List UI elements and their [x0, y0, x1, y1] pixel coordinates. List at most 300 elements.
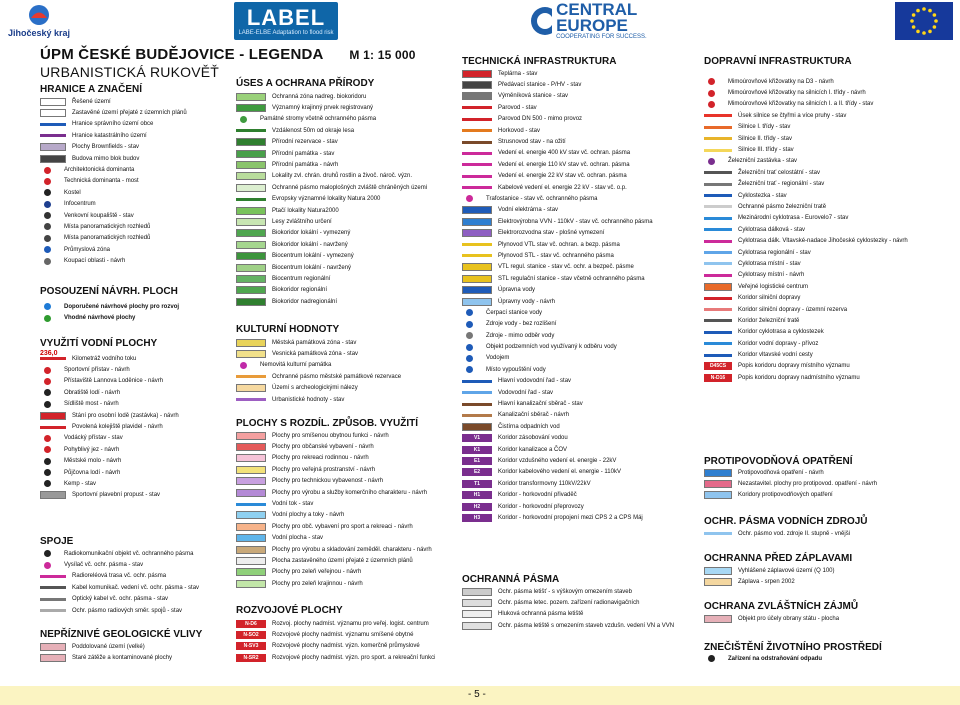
legend-label: Staré zátěže a kontaminované plochy: [72, 655, 173, 662]
legend-symbol-icon: [236, 275, 266, 283]
page-title-text: ÚPM ČESKÉ BUDĚJOVICE - LEGENDA: [40, 46, 323, 63]
legend-label: Výměníková stanice - stav: [498, 93, 569, 100]
legend-label: Radioreléová trasa vč. ochr. pásma: [72, 573, 167, 580]
section-heading: TECHNICKÁ INFRASTRUKTURA: [462, 56, 617, 67]
legend-label: VTL regul. stanice - stav vč. ochr. a bezpeč. pásme: [498, 264, 634, 271]
legend-label: Silnice I. třídy - stav: [738, 124, 791, 131]
legend-symbol-icon: [466, 309, 473, 316]
legend-symbol-icon: [708, 90, 715, 97]
legend-item: [40, 605, 199, 616]
legend-item: [236, 383, 401, 394]
legend-label: Lesy zvláštního určení: [272, 218, 332, 225]
legend-label: Technická dominanta - most: [64, 178, 139, 185]
legend-symbol-icon: [462, 588, 492, 596]
legend-item: [236, 114, 427, 125]
legend-item: [704, 478, 877, 489]
legend-list: [704, 613, 839, 624]
legend-item: [704, 528, 850, 539]
legend-item: [236, 216, 427, 227]
legend-label: Rozvojové plochy nadmíst. význ. komerčně průmyslové: [272, 643, 420, 650]
legend-label: Protipovodňová opatření - návrh: [738, 469, 824, 476]
section-heading: ROZVOJOVÉ PLOCHY: [236, 605, 343, 616]
eu-flag-logo: [895, 2, 953, 40]
legend-symbol-icon: [462, 380, 492, 383]
legend-label: Vzdálenost 50m od okraje lesa: [272, 127, 355, 134]
legend-item: [704, 224, 908, 235]
legend-label: Plochy pro zeleň krajinnou - návrh: [272, 580, 363, 587]
legend-symbol-icon: [236, 503, 266, 506]
legend-label: Koridor železniční tratě: [738, 317, 800, 324]
legend-symbol-icon: [704, 319, 732, 322]
legend-label: Přírodní památka - návrh: [272, 162, 339, 169]
legend-item: [40, 594, 199, 605]
legend-item: [236, 296, 427, 307]
legend-symbol-icon: [704, 469, 732, 477]
legend-symbol-icon: [466, 355, 473, 362]
legend-item: [40, 641, 172, 652]
legend-item: [704, 576, 835, 587]
legend-symbol-icon: [462, 81, 492, 89]
legend-label: Přírodní památka - stav: [272, 150, 335, 157]
legend-item: [40, 130, 187, 141]
legend-label: Plynovod STL - stav vč. ochranného pásma: [498, 252, 614, 259]
legend-label: Ochranná zóna nadreg. biokoridoru: [272, 93, 367, 100]
legend-list: [40, 548, 199, 616]
page-number: - 5 -: [468, 689, 486, 700]
legend-item: [236, 487, 432, 498]
legend-item: [462, 307, 653, 318]
legend-symbol-icon: E1: [462, 457, 492, 465]
legend-symbol-icon: [40, 98, 66, 106]
legend-symbol-icon: [704, 331, 732, 334]
legend-label: Ochranné pásmo městské památkové rezervace: [272, 373, 402, 380]
legend-label: Parovod - stav: [498, 104, 537, 111]
legend-item: [236, 182, 427, 193]
legend-symbol-icon: [236, 286, 266, 294]
page-subtitle: URBANISTICKÁ RUKOVĚŤ: [40, 64, 220, 80]
legend-symbol-icon: [236, 466, 266, 474]
legend-symbol-icon: [236, 432, 266, 440]
legend-item: [236, 555, 432, 566]
legend-label: Koridor kanalizace a ČOV: [498, 446, 568, 453]
legend-symbol-icon: [40, 357, 66, 360]
legend-symbol-icon: [704, 228, 732, 231]
legend-symbol-icon: [40, 643, 66, 651]
legend-label: Záplava - srpen 2002: [738, 579, 795, 586]
legend-symbol-icon: [462, 152, 492, 155]
legend-label: Významný krajinný prvek registrovaný: [272, 105, 374, 112]
legend-list: [236, 430, 432, 589]
legend-item: [462, 171, 653, 182]
legend-label: Ochranné pásmo maloplošných zvláště chráněných území: [272, 184, 428, 191]
legend-item: [462, 398, 653, 409]
legend-symbol-icon: [704, 205, 732, 208]
legend-symbol-icon: [236, 138, 266, 146]
legend-item: [236, 430, 432, 441]
legend-label: Úpravny vody - návrh: [498, 298, 556, 305]
legend-item: [462, 239, 653, 250]
legend-item: [236, 228, 427, 239]
legend-label: Plochy pro výrobu a skladování zeměděl. charakteru - návrh: [272, 546, 432, 553]
legend-item: [236, 652, 435, 663]
legend-symbol-icon: [704, 342, 732, 345]
legend-label: Rozvoj. plochy nadmíst. významu pro veřej. logist. centrum: [272, 620, 429, 627]
section-heading: ZNEČIŠTĚNÍ ŽIVOTNÍHO PROSTŘEDÍ: [704, 642, 882, 653]
legend-symbol-icon: N-D6: [236, 620, 266, 628]
legend-item: [236, 148, 427, 159]
legend-list: [40, 301, 179, 324]
legend-symbol-icon: [462, 298, 492, 306]
legend-label: Vedení el. energie 400 kV stav vč. ochran. pásma: [498, 150, 631, 157]
legend-label: Obratiště lodí - návrh: [64, 389, 121, 396]
legend-symbol-icon: H2: [462, 503, 492, 511]
legend-label: Koridor - horkovodní přeprovozy: [498, 503, 584, 510]
legend-item: [40, 582, 199, 593]
legend-symbol-icon: [236, 375, 266, 378]
legend-label: Zařízení na odstraňování odpadu: [728, 655, 823, 662]
legend-label: Kostel: [64, 189, 81, 196]
legend-item: [236, 285, 427, 296]
legend-symbol-icon: [40, 123, 66, 126]
legend-item: [704, 490, 877, 501]
legend-item: [40, 399, 179, 410]
legend-item: [462, 387, 653, 398]
legend-symbol-icon: [704, 308, 732, 311]
eu-star-icon: [916, 9, 920, 13]
legend-symbol-icon: [462, 175, 492, 178]
legend-label: Vedení el. energie 22 kV stav vč. ochran. pásma: [498, 173, 627, 180]
legend-label: Kilometráž vodního toku: [72, 355, 137, 362]
legend-label: Nemovitá kulturní památka: [260, 362, 332, 369]
legend-label: Vodní tok - stav: [272, 501, 314, 508]
legend-symbol-icon: N-SV3: [236, 642, 266, 650]
legend-item: [462, 586, 674, 597]
legend-item: [40, 364, 179, 375]
legend-item: [462, 620, 674, 631]
legend-label: Ptačí lokality Natura2000: [272, 207, 339, 214]
section-heading: OCHRANNÁ PÁSMA: [462, 574, 560, 585]
legend-item: [462, 353, 653, 364]
legend-symbol-icon: [236, 398, 266, 401]
legend-item: [236, 544, 432, 555]
legend-label: Plochy pro smíšenou obytnou funkci - návrh: [272, 432, 389, 439]
legend-item: [704, 372, 908, 383]
jihocesky-kraj-text: Jihočeský kraj: [7, 28, 71, 38]
legend-label: Vodácký přístav - stav: [64, 435, 123, 442]
legend-item: [40, 210, 187, 221]
legend-item: [40, 456, 179, 467]
legend-label: Plochy pro technickou vybavenost - návrh: [272, 478, 384, 485]
legend-item: [704, 467, 877, 478]
legend-symbol-icon: [44, 212, 51, 219]
legend-symbol-icon: [708, 101, 715, 108]
legend-symbol-icon: [462, 229, 492, 237]
legend-item: [236, 125, 427, 136]
legend-symbol-icon: H3: [462, 514, 492, 522]
legend-symbol-icon: [462, 275, 492, 283]
legend-label: Místa panoramatických rozhledů: [64, 235, 151, 242]
legend-item: [704, 315, 908, 326]
legend-symbol-icon: [44, 378, 51, 385]
legend-item: [462, 193, 653, 204]
legend-symbol-icon: [236, 172, 266, 180]
legend-label: Plochy pro zeleň veřejnou - návrh: [272, 569, 362, 576]
legend-item: [236, 567, 432, 578]
legend-item: [704, 156, 908, 167]
legend-label: Ochranné pásmo železniční tratě: [738, 203, 827, 210]
legend-symbol-icon: [462, 206, 492, 214]
legend-item: [40, 559, 199, 570]
legend-label: Hranice katastrálního území: [72, 132, 147, 139]
legend-symbol-icon: [236, 384, 266, 392]
legend-item: [704, 144, 908, 155]
section-heading: POSOUZENÍ NÁVRH. PLOCH: [40, 286, 178, 297]
legend-symbol-icon: [236, 546, 266, 554]
legend-label: Městské molo - návrh: [64, 458, 122, 465]
legend-label: Trafostanice - stav vč. ochranného pásma: [486, 195, 598, 202]
legend-label: Vodojem: [486, 355, 510, 362]
legend-symbol-icon: [462, 129, 492, 132]
legend-symbol-icon: [44, 550, 51, 557]
legend-symbol-icon: [466, 195, 473, 202]
legend-label: Povolená kolejiště plavidel - návrh: [72, 424, 163, 431]
legend-symbol-icon: [44, 458, 51, 465]
legend-label: STL regulační stanice - stav včetně ochranného pásma: [498, 275, 645, 282]
legend-symbol-icon: [704, 240, 732, 243]
eu-stars-icon: [895, 2, 953, 40]
legend-item: [236, 194, 427, 205]
legend-symbol-icon: [708, 78, 715, 85]
legend-item: [40, 410, 179, 421]
legend-symbol-icon: [462, 186, 492, 189]
legend-symbol-icon: [704, 532, 732, 535]
legend-list: [236, 91, 427, 307]
legend-item: [236, 629, 435, 640]
legend-item: [236, 441, 432, 452]
legend-symbol-icon: [462, 622, 492, 630]
legend-symbol-icon: [44, 223, 51, 230]
legend-item: [40, 652, 172, 663]
legend-symbol-icon: [44, 469, 51, 476]
legend-list: [462, 68, 653, 524]
legend-item: [704, 99, 908, 110]
legend-label: Kemp - stav: [64, 480, 97, 487]
legend-label: Ochr. pásmo vod. zdroje II. stupně - vnější: [738, 530, 851, 537]
legend-symbol-icon: [236, 207, 266, 215]
legend-item: [462, 410, 653, 421]
legend-symbol-icon: [44, 367, 51, 374]
legend-symbol-icon: [40, 412, 66, 420]
legend-item: [40, 490, 179, 501]
legend-symbol-icon: V1: [462, 434, 492, 442]
legend-label: Objekt podzemních vod využívaný k odběru vody: [486, 344, 617, 351]
legend-label: Biocentrum regionální: [272, 275, 331, 282]
legend-item: [704, 247, 908, 258]
legend-symbol-icon: [40, 598, 66, 601]
legend-symbol-icon: [704, 354, 732, 357]
legend-symbol-icon: [708, 655, 715, 662]
legend-item: [462, 91, 653, 102]
legend-label: Ochr. pásmo radiových směr. spojů - stav: [72, 607, 183, 614]
eu-star-icon: [922, 7, 926, 11]
legend-symbol-icon: [236, 511, 266, 519]
legend-item: [462, 597, 674, 608]
page-title: [40, 46, 416, 63]
legend-item: [40, 255, 187, 266]
legend-label: Rozvojové plochy nadmíst. významu smíšené obytné: [272, 632, 414, 639]
legend-label: Ochr. pásma letec. pozem. zařízení radionavigačních: [498, 600, 640, 607]
legend-item: [40, 301, 179, 312]
legend-symbol-icon: [466, 332, 473, 339]
legend-item: [462, 609, 674, 620]
legend-item: [704, 270, 908, 281]
legend-label: Parovod DN 500 - mimo provoz: [498, 116, 583, 123]
section-heading: DOPRAVNÍ INFRASTRUKTURA: [704, 56, 852, 67]
legend-item: [40, 119, 187, 130]
legend-label: Místa panoramatických rozhledů: [64, 223, 151, 230]
legend-list: [236, 337, 401, 405]
legend-label: Plochy pro veřejná prostranství - návrh: [272, 466, 376, 473]
legend-item: [462, 330, 653, 341]
legend-symbol-icon: [44, 178, 51, 185]
legend-symbol-icon: [44, 201, 51, 208]
section-heading: VYUŽITÍ VODNÍ PLOCHY: [40, 338, 158, 349]
legend-symbol-icon: [704, 194, 732, 197]
legend-item: [704, 133, 908, 144]
legend-label: Mimoúrovňové křižovatky na silnicích I. třídy - návrh: [728, 90, 866, 97]
legend-item: [704, 179, 908, 190]
legend-item: [462, 489, 653, 500]
legend-item: [704, 338, 908, 349]
legend-symbol-icon: T1: [462, 480, 492, 488]
legend-symbol-icon: [462, 254, 492, 257]
legend-item: [40, 478, 179, 489]
label-logo-subtitle: LABE-ELBE Adaptation to flood risk: [238, 30, 334, 36]
legend-symbol-icon: [236, 523, 266, 531]
legend-item: [40, 571, 199, 582]
legend-label: Plochy pro rekreaci rodinnou - návrh: [272, 455, 369, 462]
section-heading: PROTIPOVODŇOVÁ OPATŘENÍ: [704, 456, 853, 467]
legend-label: Biocentrum lokální - navržený: [272, 264, 352, 271]
legend-item: [236, 533, 432, 544]
legend-label: Vhodné návrhové plochy: [64, 315, 136, 322]
legend-label: Sportovní plavební propust - stav: [72, 492, 161, 499]
legend-label: Železniční trať celostátní - stav: [738, 169, 820, 176]
legend-symbol-icon: [466, 344, 473, 351]
legend-label: Cyklotrasa regionální - stav: [738, 249, 811, 256]
legend-label: Budova mimo blok budov: [72, 155, 140, 162]
legend-symbol-icon: N-SO2: [236, 631, 266, 639]
eu-star-icon: [934, 19, 938, 23]
legend-item: [236, 102, 427, 113]
legend-label: Sídliště most - návrh: [64, 401, 119, 408]
legend-symbol-icon: [44, 435, 51, 442]
legend-symbol-icon: [236, 580, 266, 588]
legend-symbol-icon: [462, 118, 492, 121]
legend-symbol-icon: [704, 217, 732, 220]
central-europe-emblem-icon: [530, 6, 552, 36]
legend-item: [704, 167, 908, 178]
legend-item: [462, 182, 653, 193]
legend-item: [40, 233, 187, 244]
legend-item: [704, 201, 908, 212]
legend-symbol-icon: [462, 423, 492, 431]
legend-label: Radiokomunikační objekt vč. ochranného pásma: [64, 550, 194, 557]
legend-label: Elektrorozvodna stav - plošné vymezení: [498, 230, 605, 237]
legend-item: [462, 478, 653, 489]
legend-item: [40, 244, 187, 255]
eu-star-icon: [910, 19, 914, 23]
legend-item: [236, 337, 401, 348]
legend-symbol-icon: N-SR2: [236, 654, 266, 662]
legend-symbol-icon: [236, 93, 266, 101]
legend-symbol-icon: [40, 143, 66, 151]
legend-item: [462, 421, 653, 432]
legend-label: Cyklotrasy místní - návrh: [738, 272, 805, 279]
legend-label: Vodovodní řad - stav: [498, 389, 554, 396]
legend-label: Vodní elektrárna - stav: [498, 207, 559, 214]
legend-item: [40, 142, 187, 153]
legend-symbol-icon: [44, 401, 51, 408]
legend-label: Biokoridor lokální - vymezený: [272, 230, 351, 237]
legend-label: Půjčovna lodí - návrh: [64, 469, 121, 476]
legend-label: Elektrovýrobna VVN - 110kV - stav vč. ochranného pásma: [498, 218, 653, 225]
legend-item: [236, 464, 432, 475]
legend-symbol-icon: [462, 391, 492, 394]
page-footer: [0, 686, 960, 705]
legend-symbol-icon: [466, 366, 473, 373]
legend-item: [704, 565, 835, 576]
legend-label: Poddolované území (velké): [72, 643, 145, 650]
central-europe-logo: [530, 2, 672, 40]
legend-item: [40, 96, 187, 107]
legend-symbol-icon: [44, 562, 51, 569]
legend-symbol-icon: [44, 446, 51, 453]
legend-item: [704, 281, 908, 292]
legend-item: [40, 353, 179, 364]
legend-item: [236, 137, 427, 148]
legend-item: [236, 641, 435, 652]
legend-symbol-icon: [236, 298, 266, 306]
legend-label: Plocha zastavěného území přejaté z územních plánů: [272, 557, 413, 564]
legend-item: [236, 360, 401, 371]
legend-item: [236, 371, 401, 382]
legend-item: [462, 250, 653, 261]
legend-label: Pohyblivý jez - návrh: [64, 446, 120, 453]
legend-symbol-icon: [462, 218, 492, 226]
legend-symbol-icon: [704, 126, 732, 129]
eu-star-icon: [928, 9, 932, 13]
legend-label: Objekt pro účely obrany státu - plocha: [738, 615, 840, 622]
legend-symbol-icon: [462, 141, 492, 144]
legend-symbol-icon: [704, 615, 732, 623]
legend-item: [462, 159, 653, 170]
legend-symbol-icon: [462, 610, 492, 618]
legend-label: Kabelové vedení el. energie 22 kV - stav vč. o.p.: [498, 184, 627, 191]
legend-item: [704, 76, 908, 87]
legend-symbol-icon: [44, 480, 51, 487]
legend-label: Řešené území: [72, 98, 111, 105]
legend-label: Plochy pro výrobu a služby komerčního charakteru - návrh: [272, 489, 428, 496]
legend-symbol-icon: [40, 134, 66, 137]
legend-label: Koridory protipovodňových opatření: [738, 492, 833, 499]
legend-symbol-icon: [40, 155, 66, 163]
legend-label: Koridor vltavské vodní cesty: [738, 352, 813, 359]
legend-item: [704, 292, 908, 303]
legend-label: Čistírna odpadních vod: [498, 423, 560, 430]
central-europe-tagline: COOPERATING FOR SUCCESS.: [556, 34, 647, 40]
legend-label: Venkovní koupaliště - stav: [64, 212, 134, 219]
